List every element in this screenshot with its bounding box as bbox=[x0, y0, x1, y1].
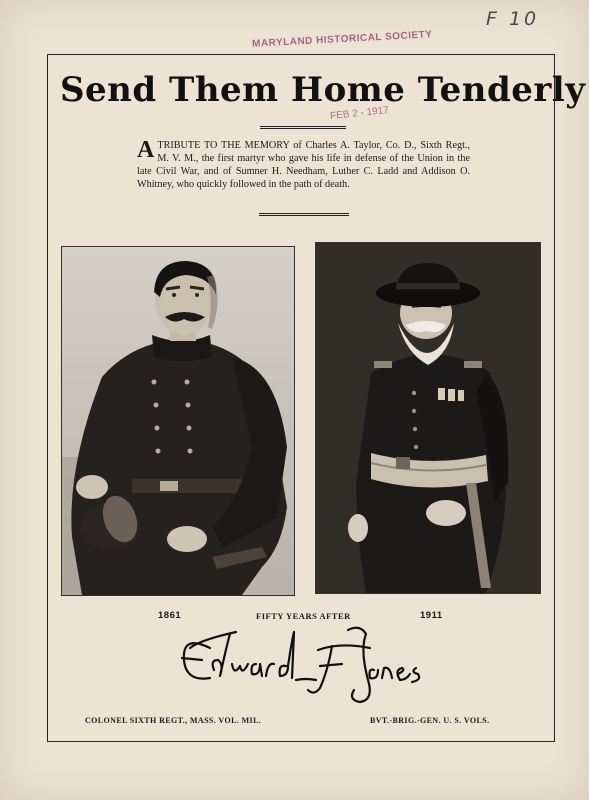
portrait-1861 bbox=[61, 246, 295, 596]
bottom-right-rank: BVT.-BRIG.-GEN. U. S. VOLS. bbox=[370, 716, 490, 725]
page-title: Send Them Home Tenderly bbox=[60, 70, 586, 110]
catalog-mark: F 10 bbox=[486, 8, 540, 30]
tribute-paragraph bbox=[137, 139, 470, 191]
tribute-dropcap: A bbox=[137, 137, 155, 163]
signature bbox=[170, 620, 430, 711]
signature-image bbox=[170, 620, 430, 706]
bottom-left-rank: COLONEL SIXTH REGT., MASS. VOL. MIL. bbox=[85, 716, 262, 725]
tribute-rule bbox=[259, 213, 349, 216]
title-rule bbox=[260, 126, 346, 129]
caption-year-1911: 1911 bbox=[420, 610, 443, 621]
portrait-1911-image bbox=[316, 243, 540, 593]
stamp-date: FEB 2 - 1917 bbox=[329, 104, 390, 123]
tribute-text: TRIBUTE TO THE MEMORY of Charles A. Taylor, Co. D., Sixth Regt., M. V. M., the first martyr who gave his life in defense of the Union in the late Civil War, and of Sumner H. Needham, Luther C. Ladd and Addison O. Whitney, who quickly followed in the path of death. bbox=[137, 140, 470, 190]
caption-fifty-years-after: FIFTY YEARS AFTER bbox=[256, 611, 351, 621]
caption-year-1861: 1861 bbox=[158, 610, 182, 621]
portrait-1911 bbox=[315, 242, 541, 594]
portrait-1861-image bbox=[62, 247, 294, 595]
stamp-organization: MARYLAND HISTORICAL SOCIETY bbox=[251, 29, 433, 50]
